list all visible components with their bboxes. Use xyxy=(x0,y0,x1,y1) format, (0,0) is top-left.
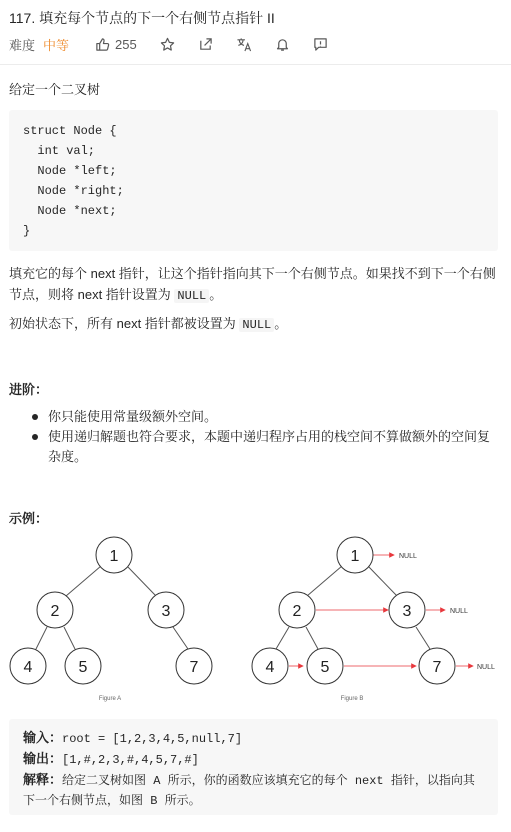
explanation-value: 给定二叉树如图 A 所示，你的函数应该填充它的每个 next 指针，以指向其下一个右侧节点，如图 B 所示。 xyxy=(23,774,475,808)
input-label: 输入： xyxy=(23,730,63,745)
bell-icon xyxy=(275,37,290,52)
favorite-button[interactable] xyxy=(160,37,175,52)
list-item: 使用递归解题也符合要求，本题中递归程序占用的栈空间不算做额外的空间复杂度。 xyxy=(30,427,500,467)
like-count: 255 xyxy=(115,37,137,52)
paragraph-text-end: 。 xyxy=(274,316,288,331)
node-label: 1 xyxy=(109,548,119,565)
inline-code-null: NULL xyxy=(174,289,209,303)
notification-button[interactable] xyxy=(275,37,290,52)
output-label: 输出： xyxy=(23,751,63,766)
node-label: 7 xyxy=(189,659,199,676)
null-label: NULL xyxy=(399,553,417,560)
like-button[interactable] xyxy=(95,37,137,52)
feedback-icon xyxy=(313,37,328,52)
node-label: 4 xyxy=(23,659,33,676)
advanced-heading: 进阶： xyxy=(9,382,49,397)
node-label: 3 xyxy=(161,603,171,620)
explanation-label: 解释： xyxy=(23,772,63,787)
problem-meta-bar xyxy=(9,35,328,54)
feedback-button[interactable] xyxy=(313,37,328,52)
paragraph-initial-state xyxy=(9,313,287,336)
figure-b-caption: Figure B xyxy=(340,696,364,702)
input-value: root = [1,2,3,4,5,null,7] xyxy=(62,732,243,746)
node-label: 1 xyxy=(350,548,360,565)
example-figure xyxy=(0,532,511,712)
list-item: 你只能使用常量级额外空间。 xyxy=(30,407,500,427)
difficulty-value: 中等 xyxy=(43,38,70,53)
inline-code-null: NULL xyxy=(239,318,274,332)
code-block: struct Node { int val; Node *left; Node *right; Node *next; } xyxy=(9,110,498,251)
example-input-row xyxy=(23,728,484,749)
node-label: 5 xyxy=(78,659,88,676)
next-pointer-arrows xyxy=(289,555,473,666)
paragraph-text: 填充它的每个 next 指针，让这个指针指向其下一个右侧节点。如果找不到下一个右侧节点，则将 next 指针设置为 xyxy=(9,266,496,302)
share-button[interactable] xyxy=(198,37,213,52)
node-label: 5 xyxy=(320,659,330,676)
output-value: [1,#,2,3,#,4,5,7,#] xyxy=(62,753,199,767)
header-divider xyxy=(0,64,511,65)
node-label: 3 xyxy=(402,603,412,620)
paragraph-next-pointer xyxy=(9,263,499,307)
share-icon xyxy=(198,37,213,52)
example-box xyxy=(9,719,498,815)
example-explanation-row xyxy=(23,770,484,811)
example-heading: 示例： xyxy=(9,511,49,526)
example-output-row xyxy=(23,749,484,770)
translate-icon xyxy=(236,37,252,52)
node-label: 7 xyxy=(432,659,442,676)
null-label: NULL xyxy=(477,664,495,671)
paragraph-text: 初始状态下，所有 next 指针都被设置为 xyxy=(9,316,240,331)
node-label: 4 xyxy=(265,659,275,676)
null-label: NULL xyxy=(450,608,468,615)
star-icon xyxy=(160,37,175,52)
difficulty-label: 难度 xyxy=(9,38,36,53)
thumbs-up-icon xyxy=(95,37,110,52)
paragraph-text-end: 。 xyxy=(209,287,223,302)
figure-a-caption: Figure A xyxy=(98,696,122,702)
node-label: 2 xyxy=(292,603,302,620)
problem-title: 117. 填充每个节点的下一个右侧节点指针 II xyxy=(9,10,275,26)
node-label: 2 xyxy=(50,603,60,620)
translate-button[interactable] xyxy=(236,37,252,52)
advanced-list xyxy=(30,407,500,467)
intro-text: 给定一个二叉树 xyxy=(9,82,101,97)
